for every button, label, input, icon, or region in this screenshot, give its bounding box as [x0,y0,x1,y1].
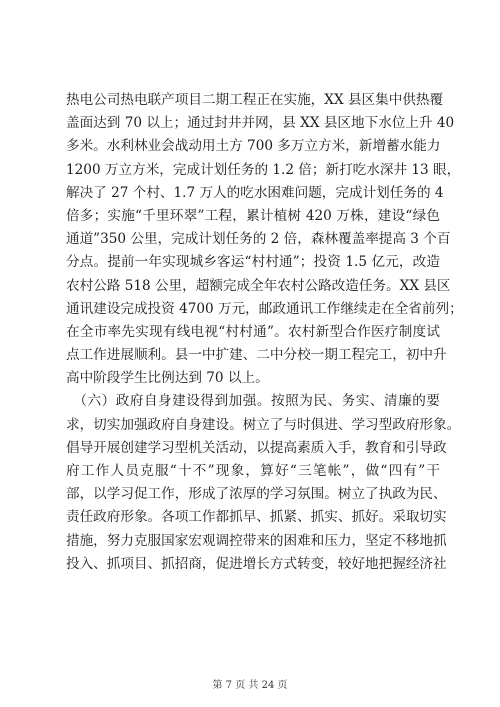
text-line: 高中阶段学生比例达到 70 以上。 [66,370,269,387]
text-line: 解决了 27 个村、1.7 万人的吃水困难问题，完成计划任务的 4 [66,184,444,201]
text-line: 部，以学习促工作，形成了浓厚的学习氛围。树立了执政为民、 [66,486,447,503]
text-line: 通道”350 公里，完成计划任务的 2 倍，森林覆盖率提高 3 个百 [66,231,451,248]
text-line: 府工作人员克服“十不”现象，算好“三笔帐”，做“四有”干 [66,463,440,479]
text-line: 盖面达到 70 以上；通过封井并网，县 XX 县区地下水位上升 40 [66,115,455,132]
text-line: 倍多；实施“千里环翠”工程，累计植树 420 万株，建设“绿色 [66,207,440,224]
text-line: 求，切实加强政府自身建设。树立了与时俱进、学习型政府形象。 [66,416,461,433]
text-line: 1200 万立方米，完成计划任务的 1.2 倍；新打吃水深井 13 眼， [66,161,461,178]
text-line: 热电公司热电联产项目二期工程正在实施，XX 县区集中供热覆 [66,92,444,108]
text-line: 责任政府形象。各项工作都抓早、抓紧、抓实、抓好。采取切实 [66,509,447,526]
text-line: 分点。提前一年实现城乡客运“村村通”；投资 1.5 亿元，改造 [66,254,440,271]
text-line: 投入、抓项目、抓招商，促进增长方式转变，较好地把握经济社 [66,555,447,572]
text-line: 多米。水利林业会战动用土方 700 多万立方米，新增蓄水能力 [66,138,441,155]
text-line: 在全市率先实现有线电视“村村通”。农村新型合作医疗制度试 [66,323,440,340]
body-text [66,89,463,576]
text-line: （六）政府自身建设得到加强。按照为民、务实、清廉的要 [66,393,440,410]
page-footer: 第 7 页 共 24 页 [212,680,288,691]
text-line: 倡导开展创建学习型机关活动，以提高素质入手，教育和引导政 [66,439,447,456]
text-line: 通讯建设完成投资 4700 万元，邮政通讯工作继续走在全省前列； [66,300,463,317]
text-line: 农村公路 518 公里，超额完成全年农村公路改造任务。XX 县区 [66,277,451,294]
text-line: 措施，努力克服国家宏观调控带来的困难和压力，坚定不移地抓 [66,532,447,549]
text-line: 点工作进展顺利。县一中扩建、二中分校一期工程完工，初中升 [66,347,447,364]
